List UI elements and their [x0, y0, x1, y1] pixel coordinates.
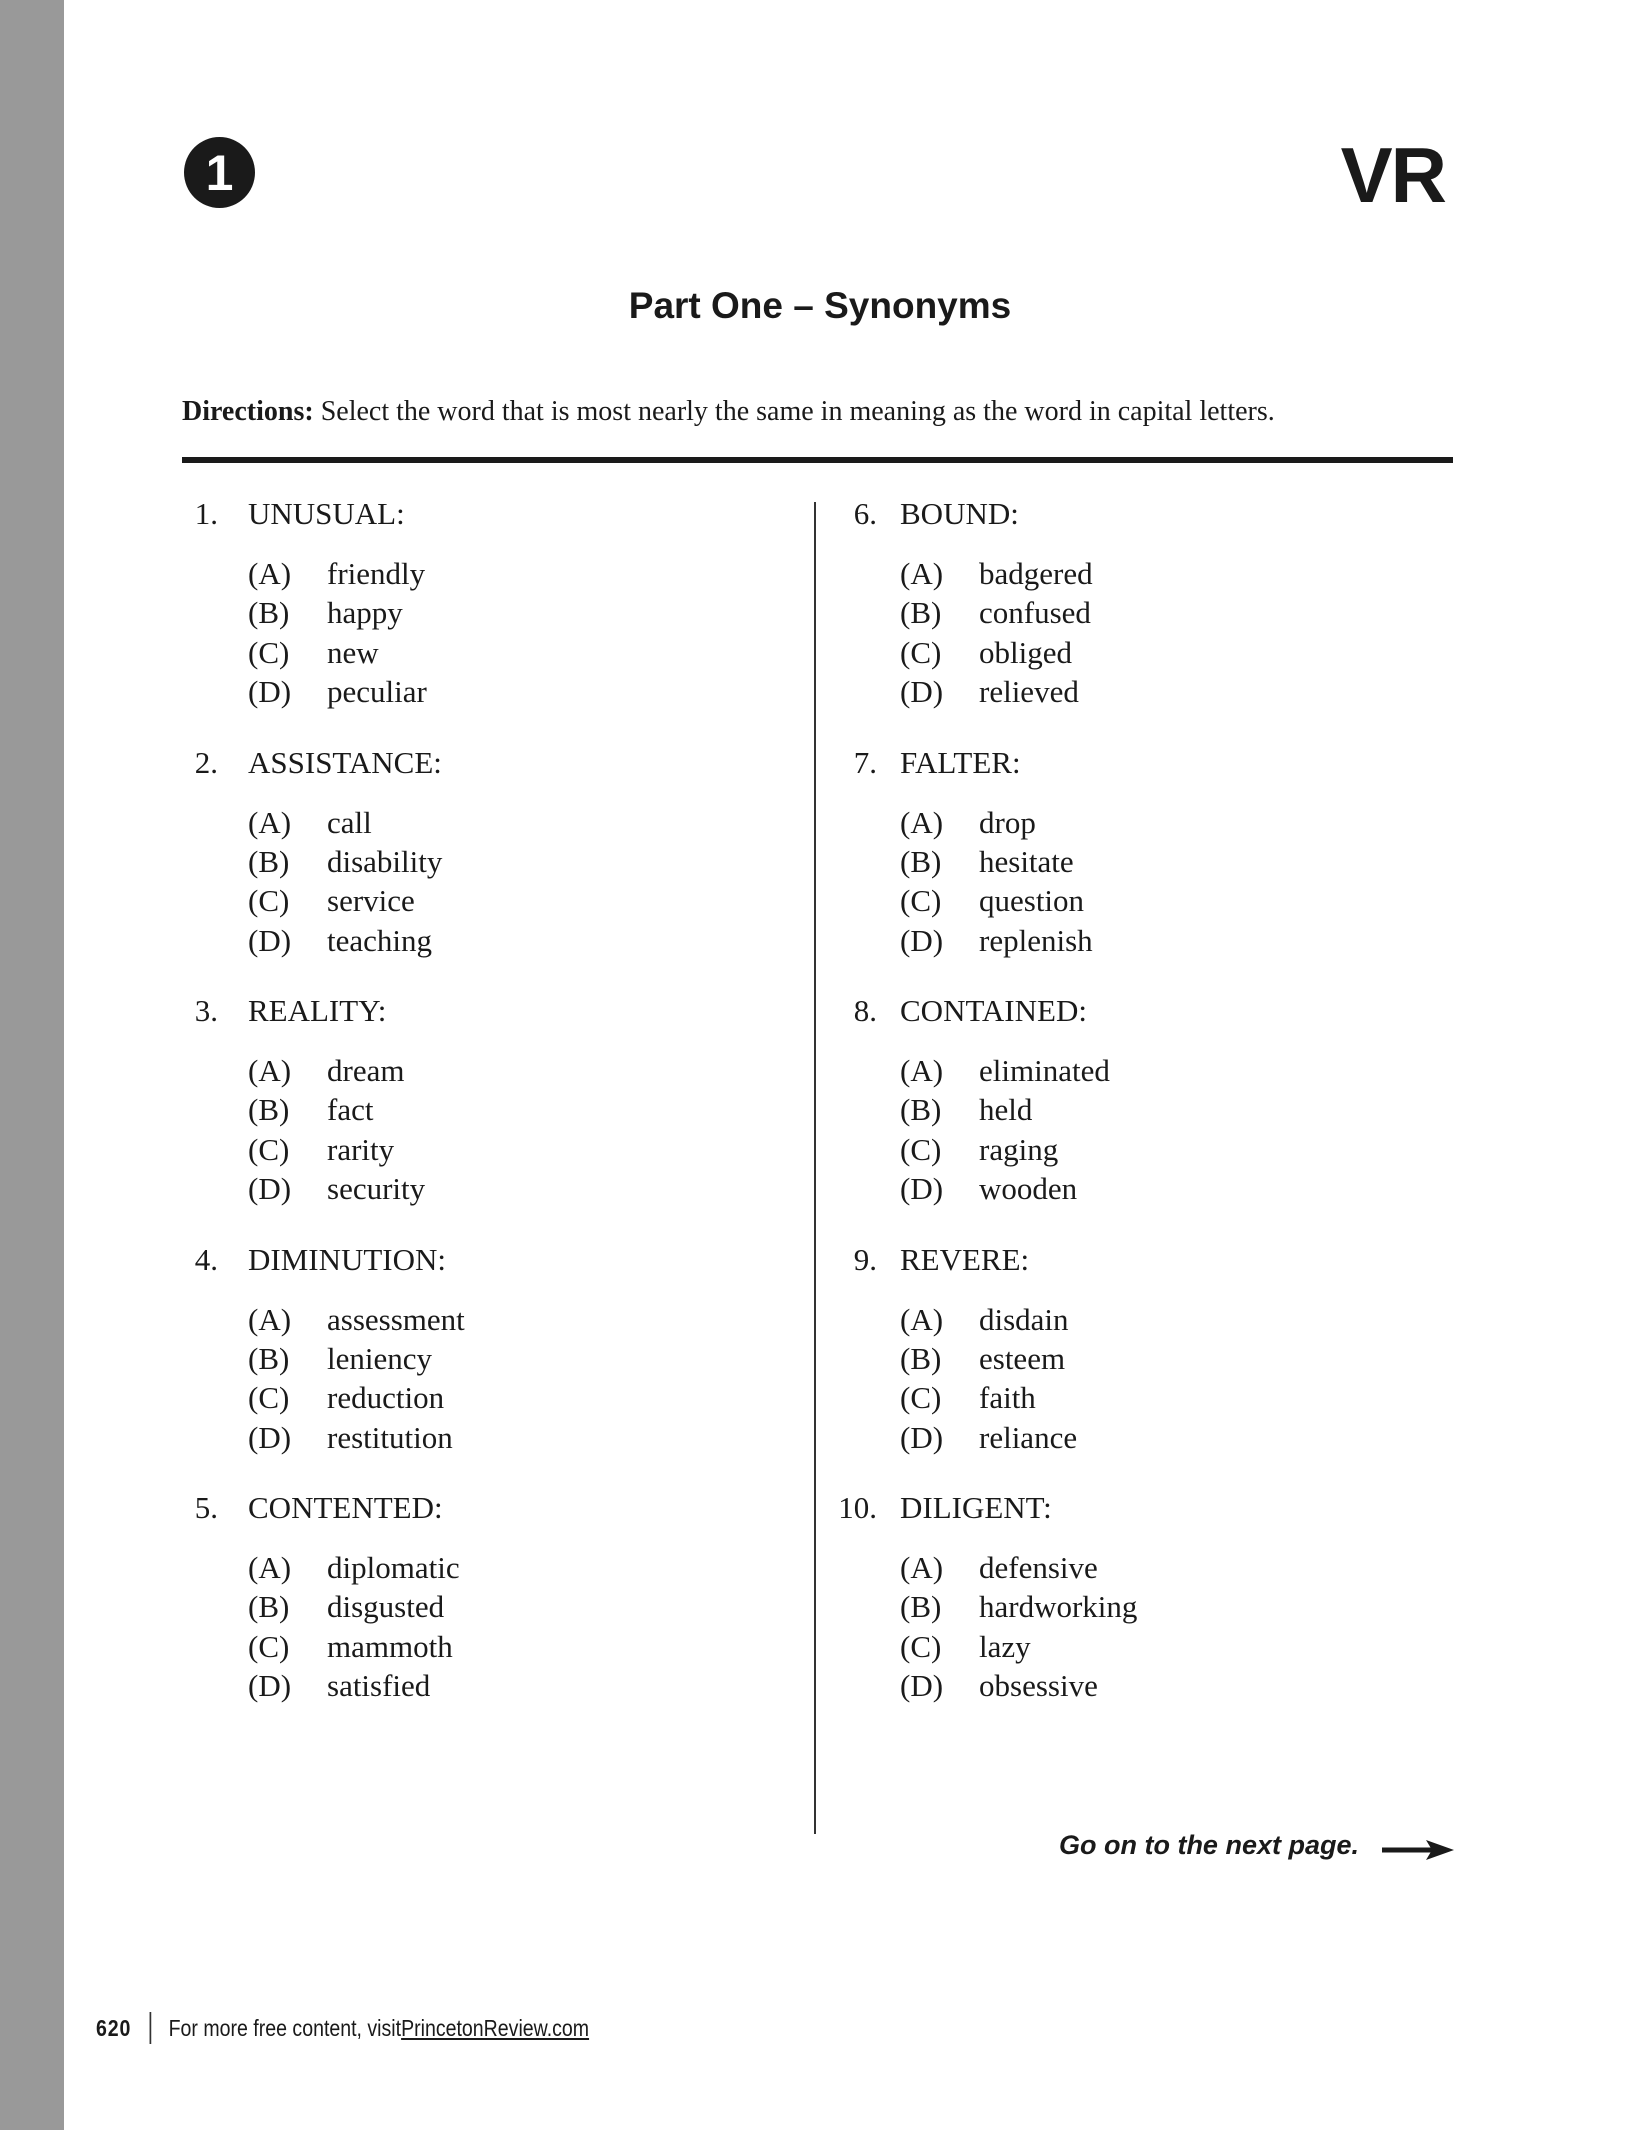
option-text: drop	[979, 804, 1036, 840]
option-letter: (D)	[900, 922, 944, 958]
option-text: rarity	[327, 1131, 395, 1167]
footer	[96, 2012, 589, 2044]
option-letter: (B)	[900, 1340, 942, 1376]
option-text: question	[979, 883, 1085, 919]
option-text: badgered	[979, 556, 1093, 591]
question-number: 3.	[194, 993, 218, 1028]
option-text: happy	[327, 595, 403, 631]
option-letter: (C)	[248, 1380, 290, 1416]
question-number: 2.	[194, 744, 218, 780]
option-letter: (B)	[900, 1589, 942, 1625]
option-text: service	[327, 883, 415, 919]
option-letter: (C)	[900, 1380, 942, 1416]
directions	[182, 396, 1275, 428]
option-letter: (B)	[248, 1340, 290, 1376]
option-letter: (C)	[900, 634, 942, 670]
option-text: wooden	[979, 1171, 1078, 1207]
option-letter: (A)	[900, 1550, 944, 1585]
question-number: 7.	[853, 744, 877, 780]
option-text: replenish	[979, 922, 1093, 958]
question-stem: ASSISTANCE:	[248, 744, 442, 780]
option-text: lazy	[979, 1628, 1031, 1664]
option-letter: (A)	[900, 1053, 944, 1088]
option-letter: (B)	[248, 1589, 290, 1625]
option-text: hesitate	[979, 843, 1074, 879]
option-letter: (C)	[248, 1131, 290, 1167]
option-text: obliged	[979, 634, 1072, 670]
option-letter: (C)	[900, 1131, 942, 1167]
option-letter: (D)	[248, 674, 292, 710]
option-text: raging	[979, 1131, 1059, 1167]
question-stem: REALITY:	[248, 993, 387, 1028]
option-letter: (D)	[900, 1171, 944, 1207]
go-on-text: Go on to the next page.	[1058, 1830, 1359, 1860]
question-stem: CONTENTED:	[248, 1490, 443, 1525]
option-letter: (D)	[900, 674, 944, 710]
divider-rule	[182, 457, 1453, 463]
option-text: disability	[327, 843, 443, 879]
page-title: Part One – Synonyms	[628, 285, 1012, 326]
option-text: eliminated	[979, 1053, 1110, 1088]
option-letter: (A)	[900, 556, 944, 591]
question-number: 4.	[194, 1241, 218, 1277]
option-letter: (D)	[248, 922, 292, 958]
option-text: fact	[327, 1092, 374, 1128]
option-text: satisfied	[327, 1668, 431, 1704]
question-number: 10.	[838, 1490, 877, 1525]
option-text: defensive	[979, 1550, 1098, 1585]
option-letter: (A)	[248, 1550, 292, 1585]
arrow-right-icon	[1382, 1838, 1454, 1862]
option-text: leniency	[327, 1340, 433, 1376]
page-number: 620	[96, 2014, 132, 2041]
question-stem: CONTAINED:	[900, 993, 1087, 1028]
option-letter: (B)	[900, 1092, 942, 1128]
question-number: 1.	[194, 496, 218, 531]
question-number: 5.	[194, 1490, 218, 1525]
question-number: 8.	[853, 993, 877, 1028]
option-text: dream	[327, 1053, 405, 1088]
option-letter: (A)	[900, 1301, 944, 1337]
directions-text: Select the word that is most nearly the same in meaning as the word in capital letters.	[313, 396, 1275, 427]
option-letter: (D)	[900, 1668, 944, 1704]
option-text: reduction	[327, 1380, 445, 1416]
option-letter: (D)	[248, 1171, 292, 1207]
option-text: disdain	[979, 1301, 1069, 1337]
question-number: 9.	[853, 1241, 877, 1277]
option-text: disgusted	[327, 1589, 445, 1625]
column-divider	[814, 502, 816, 1834]
option-letter: (B)	[248, 1092, 290, 1128]
option-letter: (A)	[248, 804, 292, 840]
option-text: call	[327, 804, 372, 840]
option-text: diplomatic	[327, 1550, 460, 1585]
question-stem: REVERE:	[900, 1241, 1030, 1277]
section-code: VR	[1340, 131, 1445, 219]
option-letter: (C)	[248, 1628, 290, 1664]
option-letter: (C)	[248, 883, 290, 919]
option-text: obsessive	[979, 1668, 1098, 1704]
option-text: hardworking	[979, 1589, 1138, 1625]
section-number-badge: 1	[184, 137, 255, 208]
option-text: reliance	[979, 1419, 1078, 1455]
option-text: new	[327, 634, 379, 670]
footer-link[interactable]: PrincetonReview.com	[401, 2014, 590, 2041]
option-letter: (C)	[900, 883, 942, 919]
option-letter: (D)	[248, 1419, 292, 1455]
option-letter: (A)	[248, 1053, 292, 1088]
option-text: peculiar	[327, 674, 427, 710]
option-text: restitution	[327, 1419, 453, 1455]
option-text: friendly	[327, 556, 426, 591]
option-letter: (C)	[248, 634, 290, 670]
footer-text: For more free content, visit	[168, 2014, 402, 2041]
footer-separator	[150, 2012, 152, 2044]
question-stem: DILIGENT:	[900, 1490, 1052, 1525]
question-stem: DIMINUTION:	[248, 1241, 447, 1277]
option-text: security	[327, 1171, 426, 1207]
question-stem: UNUSUAL:	[248, 496, 405, 531]
option-letter: (D)	[900, 1419, 944, 1455]
option-letter: (A)	[900, 804, 944, 840]
question-number: 6.	[853, 496, 877, 531]
option-text: assessment	[327, 1301, 465, 1337]
option-text: confused	[979, 595, 1091, 631]
option-letter: (B)	[248, 843, 290, 879]
option-text: held	[979, 1092, 1033, 1128]
option-text: teaching	[327, 922, 433, 958]
option-letter: (B)	[900, 843, 942, 879]
option-letter: (D)	[248, 1668, 292, 1704]
option-letter: (C)	[900, 1628, 942, 1664]
option-text: faith	[979, 1380, 1036, 1416]
option-text: mammoth	[327, 1628, 453, 1664]
option-letter: (A)	[248, 556, 292, 591]
question-stem: FALTER:	[900, 744, 1021, 780]
option-letter: (B)	[900, 595, 942, 631]
directions-label: Directions:	[182, 396, 314, 427]
option-text: relieved	[979, 674, 1079, 710]
option-text: esteem	[979, 1340, 1066, 1376]
option-letter: (A)	[248, 1301, 292, 1337]
option-letter: (B)	[248, 595, 290, 631]
question-stem: BOUND:	[900, 496, 1019, 531]
